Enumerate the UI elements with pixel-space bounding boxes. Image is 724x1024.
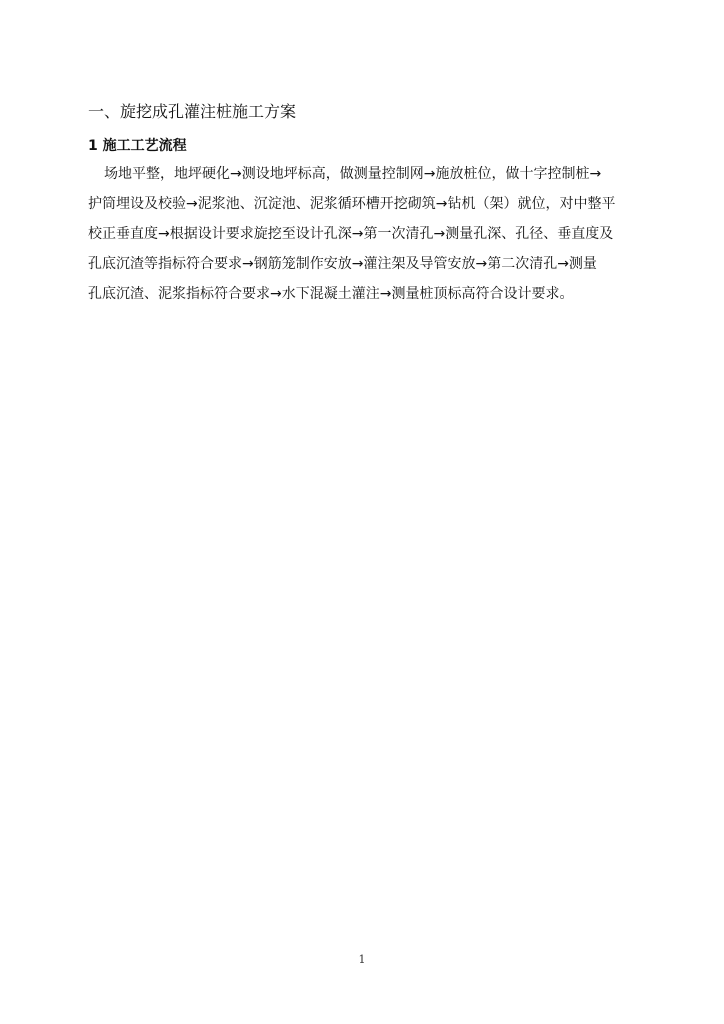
document-content: [88, 100, 644, 304]
paragraph-line: 校正垂直度→根据设计要求旋挖至设计孔深→第一次清孔→测量孔深、孔径、垂直度及: [88, 226, 614, 242]
paragraph-line: 场地平整，地坪硬化→测设地坪标高，做测量控制网→施放桩位，做十字控制桩→: [104, 166, 602, 182]
paragraph-line: 孔底沉渣等指标符合要求→钢筋笼制作安放→灌注架及导管安放→第二次清孔→测量: [88, 256, 597, 272]
paragraph-line: 孔底沉渣、泥浆指标符合要求→水下混凝土灌注→测量桩顶标高符合设计要求。: [88, 286, 574, 302]
paragraph-line: 护筒埋设及校验→泥浆池、沉淀池、泥浆循环槽开挖砌筑→钻机（架）就位，对中整平: [88, 196, 616, 212]
section-title: 1 施工工艺流程: [88, 138, 187, 154]
process-paragraph: [88, 164, 644, 304]
document-heading: 一、旋挖成孔灌注桩施工方案: [88, 102, 297, 121]
page-number: 1: [358, 953, 366, 966]
